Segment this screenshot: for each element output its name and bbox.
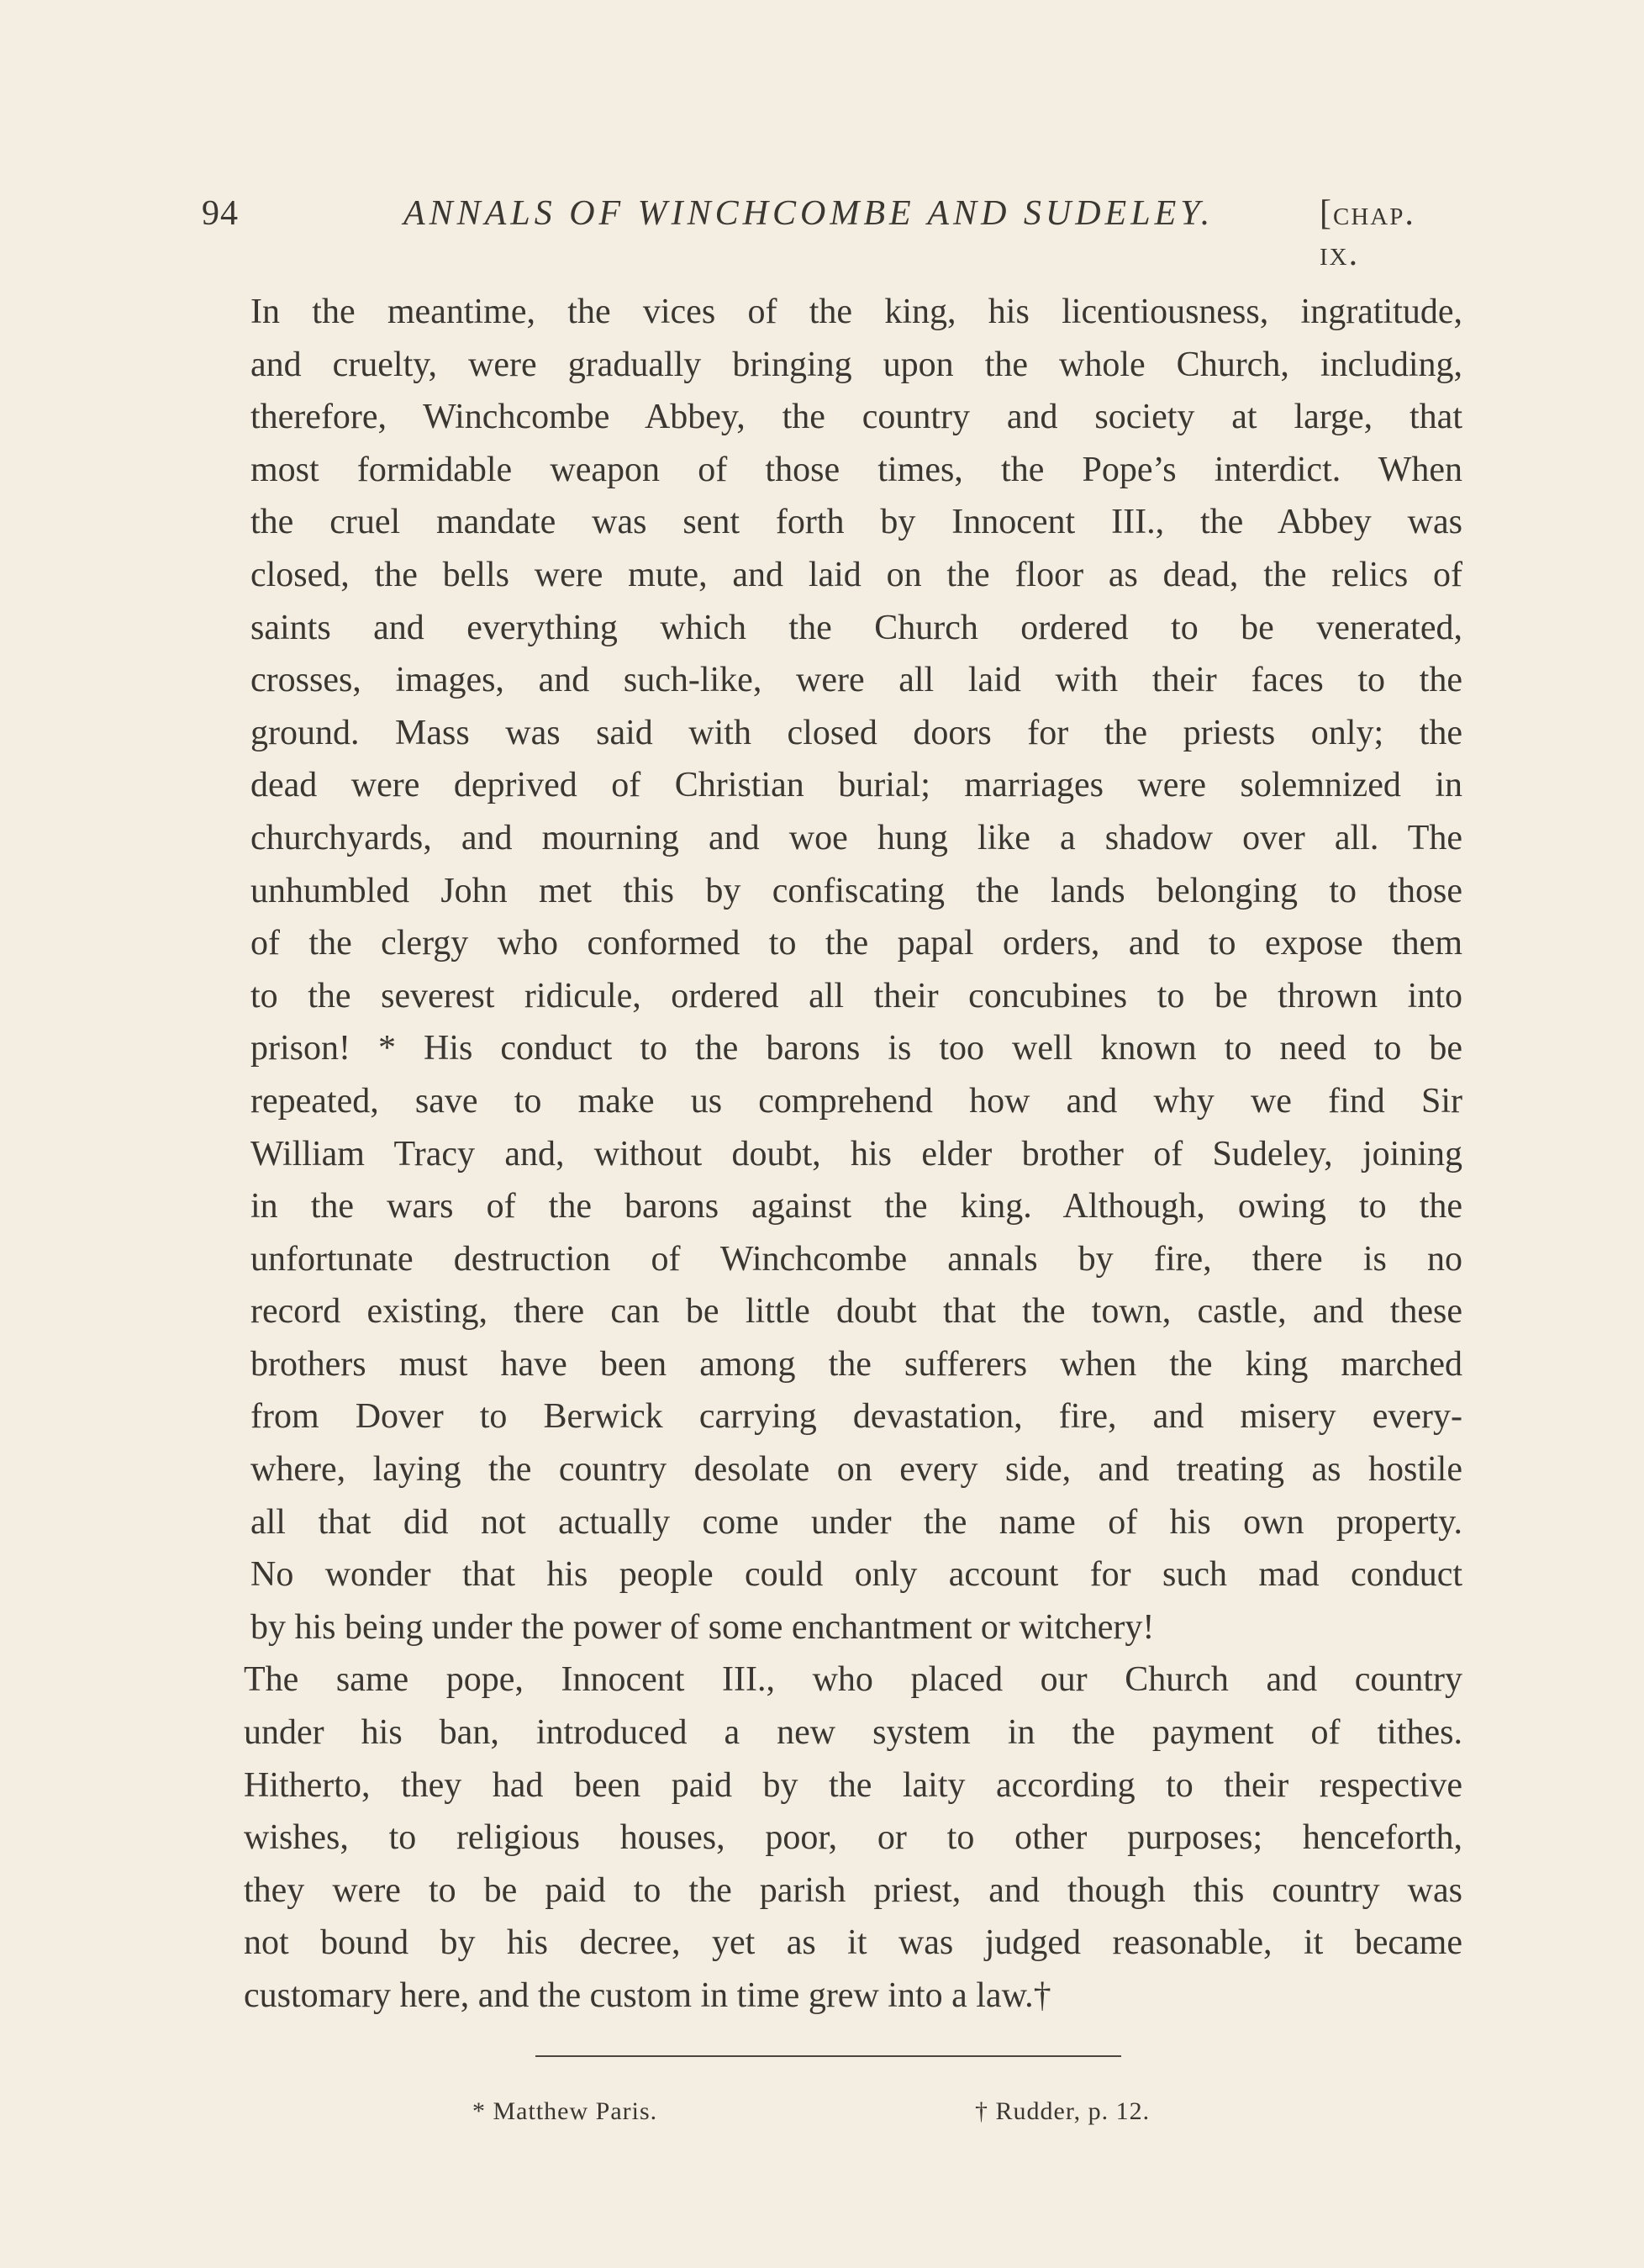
text-line: No wonder that his people could only account for such mad conduct [250, 1555, 1462, 1595]
text-line: record existing, there can be little doubt that the town, castle, and these [250, 1292, 1462, 1332]
text-line: repeated, save to make us comprehend how and why we find Sir [250, 1081, 1462, 1121]
chapter-reference-text: [chap. ix. [1320, 194, 1415, 273]
text-line: of the clergy who conformed to the papal orders, and to expose them [250, 924, 1462, 963]
text-line: not bound by his decree, yet as it was judged reasonable, it became [244, 1923, 1462, 1963]
text-line: prison! * His conduct to the barons is too well known to need to be [250, 1029, 1462, 1068]
page-number: 94 [202, 194, 239, 233]
footnote-divider [535, 2055, 1121, 2057]
text-line: therefore, Winchcombe Abbey, the country and society at large, that [250, 398, 1462, 437]
text-line: saints and everything which the Church ordered to be venerated, [250, 608, 1462, 647]
text-line: unfortunate destruction of Winchcombe annals by fire, there is no [250, 1239, 1462, 1279]
text-line: William Tracy and, without doubt, his elder brother of Sudeley, joining [250, 1134, 1462, 1174]
text-line: Hitherto, they had been paid by the laity according to their respective [244, 1765, 1462, 1805]
text-line: and cruelty, were gradually bringing upon the whole Church, including, [250, 345, 1462, 384]
text-line: dead were deprived of Christian burial; marriages were solemnized in [250, 766, 1462, 805]
text-line: customary here, and the custom in time grew into a law.† [244, 1976, 1051, 2015]
text-line: churchyards, and mourning and woe hung like a shadow over all. The [250, 818, 1462, 857]
footnote-1: * Matthew Paris. [472, 2097, 658, 2125]
text-line: where, laying the country desolate on every side, and treating as hostile [250, 1450, 1462, 1490]
text-line: brothers must have been among the sufferers when the king marched [250, 1344, 1462, 1384]
footnote-2: † Rudder, p. 12. [975, 2097, 1151, 2125]
running-title: ANNALS OF WINCHCOMBE AND SUDELEY. [403, 194, 1215, 233]
text-line: wishes, to religious houses, poor, or to other purposes; henceforth, [244, 1818, 1462, 1858]
body-text [202, 286, 1462, 2023]
text-line: crosses, images, and such-like, were all laid with their faces to the [250, 661, 1462, 700]
text-line: by his being under the power of some enchantment or witchery! [250, 1607, 1155, 1647]
text-line: closed, the bells were mute, and laid on the floor as dead, the relics of [250, 555, 1462, 594]
text-line: most formidable weapon of those times, the Pope’s interdict. When [250, 450, 1462, 489]
paragraph-2 [202, 1654, 1462, 2022]
running-head [202, 193, 1462, 273]
text-line: from Dover to Berwick carrying devastation, fire, and misery every- [250, 1397, 1462, 1437]
text-line: they were to be paid to the parish priest, and though this country was [244, 1870, 1462, 1910]
text-line: ground. Mass was said with closed doors for the priests only; the [250, 713, 1462, 752]
text-line: unhumbled John met this by confiscating the lands belonging to those [250, 871, 1462, 910]
paragraph-1 [202, 286, 1462, 1654]
text-line: The same pope, Innocent III., who placed our Church and country [244, 1660, 1462, 1700]
text-line: In the meantime, the vices of the king, his licentiousness, ingratitude, [250, 293, 1462, 331]
text-line: in the wars of the barons against the king. Although, owing to the [250, 1187, 1462, 1226]
text-line: to the severest ridicule, ordered all their concubines to be thrown into [250, 976, 1462, 1015]
chapter-reference [1320, 193, 1462, 274]
text-line: under his ban, introduced a new system in the payment of tithes. [244, 1713, 1462, 1753]
text-line: the cruel mandate was sent forth by Innocent III., the Abbey was [250, 503, 1462, 542]
text-line: all that did not actually come under the name of his own property. [250, 1502, 1462, 1542]
